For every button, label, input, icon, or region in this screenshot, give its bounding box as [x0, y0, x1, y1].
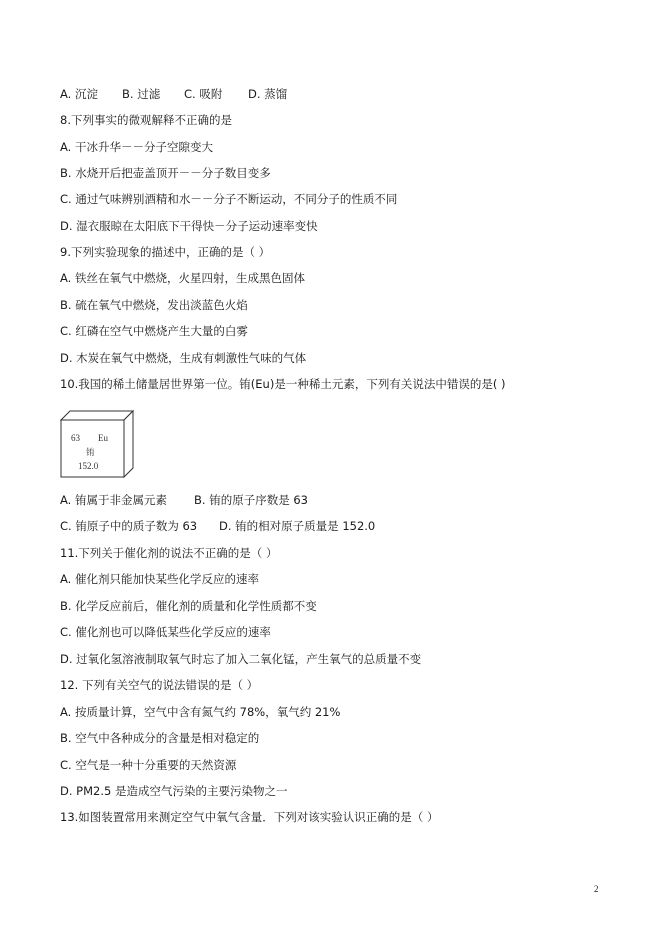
question-12-option-d: D. PM2.5 是造成空气污染的主要污染物之一	[60, 784, 288, 798]
question-12-option-c: C. 空气是一种十分重要的天然资源	[60, 758, 237, 772]
question-9-option-c: C. 红磷在空气中燃烧产生大量的白雾	[60, 324, 248, 338]
question-11-option-b: B. 化学反应前后，催化剂的质量和化学性质都不变	[60, 599, 317, 613]
question-12-stem: 12. 下列有关空气的说法错误的是（ ）	[60, 678, 259, 692]
option-a: A. 沉淀	[60, 87, 98, 101]
question-11-option-a: A. 催化剂只能加快某些化学反应的速率	[60, 572, 259, 586]
question-10-option-d: D. 铕的相对原子质量是 152.0	[219, 519, 376, 533]
page-number: 2	[594, 884, 599, 894]
question-10-options-row-1	[60, 492, 308, 508]
element-name: 铕	[86, 448, 95, 458]
question-12-option-b: B. 空气中各种成分的含量是相对稳定的	[60, 731, 260, 745]
question-9-option-b: B. 硫在氧气中燃烧，发出淡蓝色火焰	[60, 298, 248, 312]
question-13-stem: 13.如图装置常用来测定空气中氧气含量．下列对该实验认识正确的是（ ）	[60, 810, 439, 824]
question-10-stem: 10.我国的稀土储量居世界第一位。铕(Eu)是一种稀土元素，下列有关说法中错误的是( )	[60, 377, 506, 391]
question-10-option-b: B. 铕的原子序数是 63	[194, 493, 308, 507]
element-atomic-mass: 152.0	[78, 461, 99, 471]
question-11-option-c: C. 催化剂也可以降低某些化学反应的速率	[60, 625, 271, 639]
element-symbol: Eu	[98, 433, 108, 443]
question-8-option-d: D. 湿衣服晾在太阳底下干得快－分子运动速率变快	[60, 219, 318, 233]
question-12-option-a: A. 按质量计算，空气中含有氮气约 78%，氧气约 21%	[60, 705, 341, 719]
question-11-stem: 11.下列关于催化剂的说法不正确的是（ ）	[60, 546, 278, 560]
question-9-option-a: A. 铁丝在氧气中燃烧，火星四射，生成黑色固体	[60, 271, 305, 285]
question-10-option-a: A. 铕属于非金属元素	[60, 493, 167, 507]
question-9-option-d: D. 木炭在氧气中燃烧，生成有刺激性气味的气体	[60, 351, 307, 365]
question-8-stem: 8.下列事实的微观解释不正确的是	[60, 113, 232, 127]
question-8-option-b: B. 水烧开后把壶盖顶开－－分子数目变多	[60, 166, 271, 180]
option-c: C. 吸附	[184, 87, 223, 101]
question-9-stem: 9.下列实验现象的描述中，正确的是（ ）	[60, 245, 271, 259]
question-10-option-c: C. 铕原子中的质子数为 63	[60, 519, 198, 533]
element-atomic-number: 63	[71, 433, 80, 443]
option-b: B. 过滤	[122, 87, 161, 101]
options-row-filtration	[60, 86, 287, 102]
europium-element-card	[60, 410, 135, 478]
question-8-option-a: A. 干冰升华－－分子空隙变大	[60, 140, 213, 154]
question-8-option-c: C. 通过气味辨别酒精和水－－分子不断运动，不同分子的性质不同	[60, 192, 398, 206]
option-d: D. 蒸馏	[248, 87, 288, 101]
question-11-option-d: D. 过氧化氢溶液制取氧气时忘了加入二氧化锰，产生氧气的总质量不变	[60, 652, 422, 666]
question-10-options-row-2	[60, 518, 375, 534]
